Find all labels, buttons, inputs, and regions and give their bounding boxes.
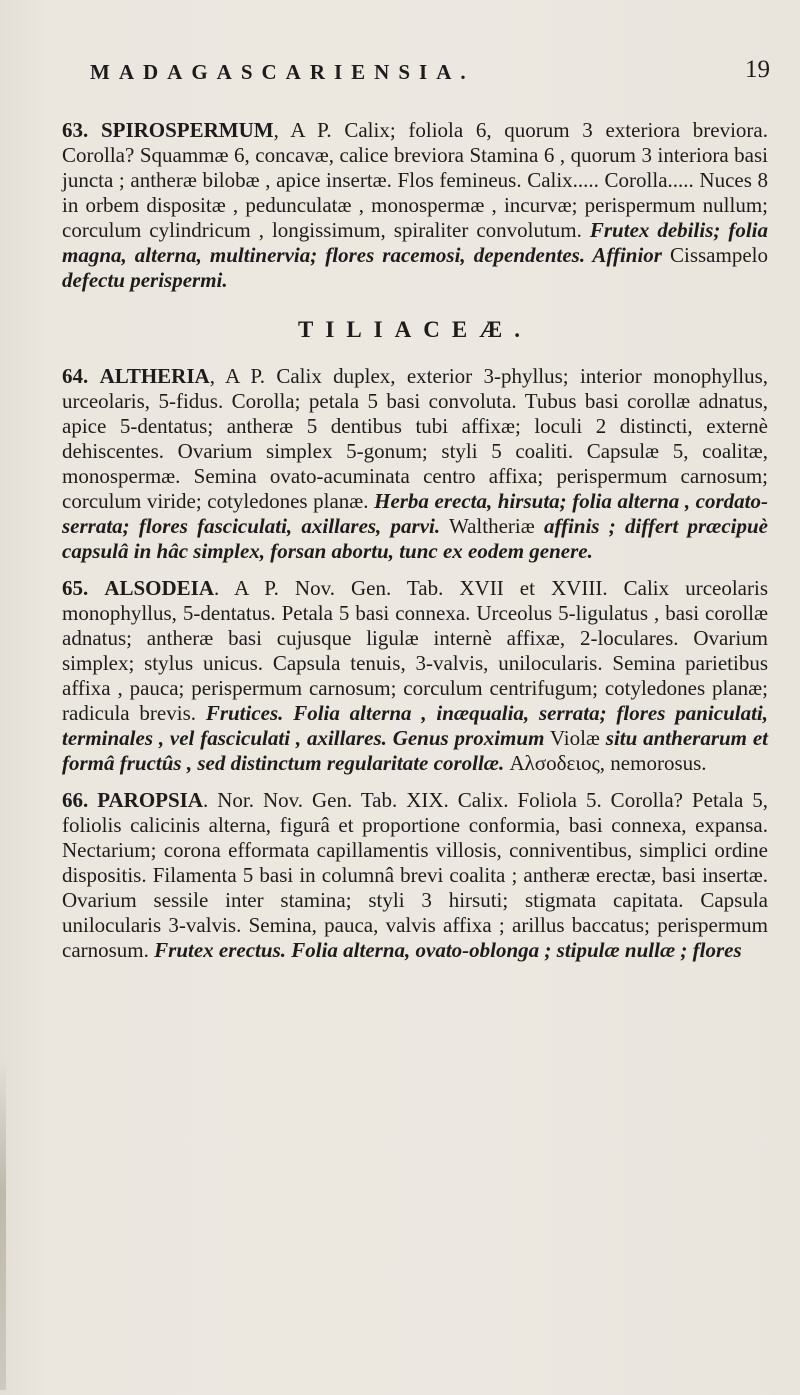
- entry-text-italic: defectu perispermi.: [62, 268, 228, 292]
- genus-name: ALTHERIA: [99, 364, 210, 388]
- running-title: MADAGASCARIENSIA.: [90, 60, 475, 84]
- page-number: 19: [745, 56, 770, 83]
- page-header: [90, 50, 770, 90]
- entry-text: Violæ: [544, 726, 606, 750]
- entry-text: , A P. Calix; foliola 6, quorum 3 exteriora breviora. Corolla? Squammæ 6, concavæ, calice breviora Stamina 6 , quorum 3 interiora basi juncta ; antheræ bilobæ , apice insertæ. Flos femineus. Calix..... Corolla..... Nuces 8 in orbem dispositæ , pedunculatæ , monospermæ , incurvæ; perispermum nullum; corculum cylindricum , longissimum, spiraliter convolutum.: [62, 118, 768, 242]
- entry-text: Waltheriæ: [440, 514, 544, 538]
- entry-text-italic: Frutices. Folia alterna , inæqualia, serrata; flores paniculati, terminales , vel fasciculati , axillares. Genus proximum: [62, 701, 769, 750]
- entry-text: , A P. Calix duplex, exterior 3-phyllus; interior monophyllus, urceolaris, 5-fidus. Corolla; petala 5 basi convoluta. Tubus basi corollæ adnatus, apice 5-dentatus; antheræ 5 dentibus tubi affixæ; loculi 2 distincti, externè dehiscentes. Ovarium simplex 5-gonum; styli 5 coaliti. Capsulæ 5, coalitæ, monospermæ. Semina ovato-acuminata centro affixa; perispermum carnosum; corculum viride; cotyledones planæ.: [62, 364, 769, 513]
- entry-text-italic: Frutex erectus. Folia alterna, ovato-oblonga ; stipulæ nullæ ; flores: [154, 938, 742, 962]
- page-edge-shadow: [0, 1060, 6, 1390]
- entry-number: 66.: [62, 788, 89, 812]
- entry-number: 63.: [62, 118, 89, 142]
- entry-text: . A P. Nov. Gen. Tab. XVII et XVIII. Calix urceolaris monophyllus, 5-dentatus. Petala 5 basi connexa. Urceolus 5-ligulatus , basi corollæ adnatus; antheræ basi cujusque ligulæ internè affixæ, 2-loculares. Ovarium simplex; stylus unicus. Capsula tenuis, 3-valvis, unilocularis. Semina parietibus affixa , pauca; perispermum carnosum; corculum centrifugum; cotyledones planæ; radicula brevis.: [62, 576, 768, 725]
- entry-number: 64.: [62, 364, 89, 388]
- entry-paropsia: [62, 788, 768, 963]
- entry-text: Αλσοδειος, nemorosus.: [504, 751, 707, 775]
- entry-alsodeia: [62, 576, 768, 776]
- page-body: [62, 118, 768, 975]
- entry-text-italic: Frutex debilis; folia magna, alterna, multinervia; flores racemosi, dependentes. Affinior: [62, 218, 768, 267]
- entry-text: . Nor. Nov. Gen. Tab. XIX. Calix. Foliola 5. Corolla? Petala 5, foliolis calicinis alterna, figurâ et proportione conformia, basi connexa, expansa. Nectarium; corona efformata capillamentis villosis, conniventibus, simplici ordine dispositis. Filamenta 5 basi in columnâ brevi coalita ; antheræ erectæ, basi insertæ. Ovarium sessile inter stamina; styli 3 hirsuti; stigmata capitata. Capsula unilocularis 3-valvis. Semina, pauca, valvis affixa ; arillus baccatus; perispermum carnosum.: [62, 788, 769, 962]
- entry-number: 65.: [62, 576, 89, 600]
- entry-altheria: [62, 364, 768, 564]
- genus-name: SPIROSPERMUM: [100, 118, 274, 142]
- entry-text-italic: situ antherarum et formâ fructûs , sed distinctum regularitate corollæ.: [62, 726, 768, 775]
- genus-name: PAROPSIA: [97, 788, 204, 812]
- entry-spirospermum: [62, 118, 768, 293]
- genus-name: ALSODEIA: [104, 576, 215, 600]
- section-heading: TILIACEÆ.: [298, 317, 532, 342]
- entry-text-italic: affinis ; differt præcipuè capsulâ in hâc simplex, forsan abortu, tunc ex eodem genere.: [62, 514, 768, 563]
- entry-text: Cissampelo: [661, 243, 768, 267]
- entry-text-italic: Herba erecta, hirsuta; folia alterna , cordato-serrata; flores fasciculati, axillares, parvi.: [62, 489, 768, 538]
